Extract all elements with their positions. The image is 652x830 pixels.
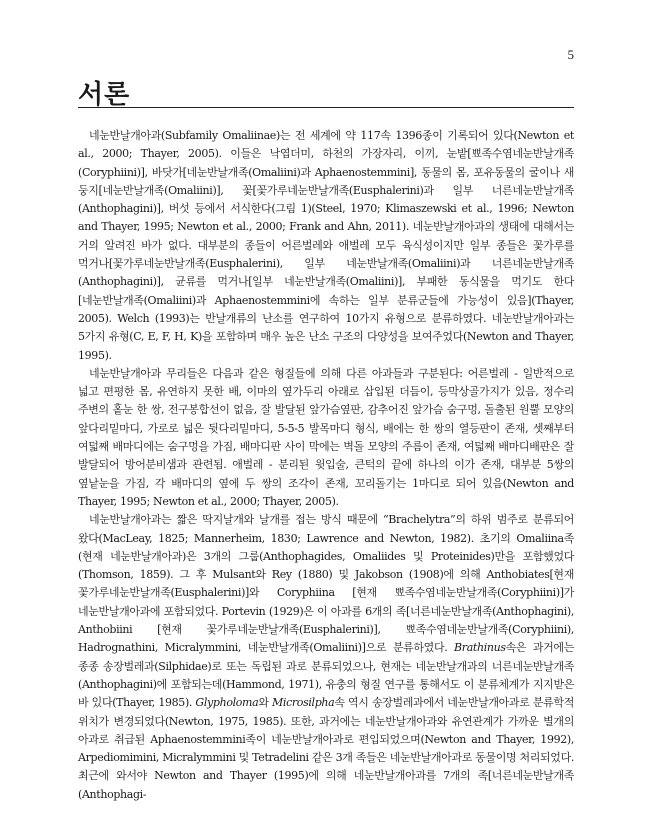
- title-rule: [78, 107, 574, 108]
- body-text: [78, 127, 574, 804]
- paragraph-characters: 네눈반날개아과 무리들은 다음과 같은 형질들에 의해 다른 아과들과 구분된다: 어른벌레 - 일반적으로 넓고 편평한 몸, 유연하지 못한 배, 이마의 옆가두리 아래로 삽입된 더듬이, 등막상골가지가 있음, 정수리 주변의 홑눈 한 쌍, 전구봉합선이 없음, 잘 발달된 앞가슴옆판, 감추어진 앞가슴 숨구멍, 돌출된 원뿔 모양의 앞다리밑마디, 가로로 넓은 뒷다리밑마디, 5-5-5 발목마디 형식, 배에는 한 쌍의 열등판이 존재, 셋째부터 여덟째 배마디에는 숨구멍을 가짐, 배마디판 사이 막에는 벽돌 모양의 주름이 존재, 여덟째 배마디배판은 잘 발달되어 방어분비샘과 관련됨. 애벌레 - 분리된 윗입술, 큰턱의 끝에 하나의 이가 존재, 대부분 5쌍의 옆낱눈을 가짐, 각 배마디의 옆에 두 쌍의 조각이 존재, 꼬리돌기는 1마디로 되어 있음(Newton and Thayer, 1995; Newton et al., 2000; Thayer, 2005).: [78, 366, 574, 508]
- page-number: 5: [567, 47, 574, 62]
- section-title: 서론: [78, 80, 131, 110]
- paragraph-habitat: 네눈반날개아과(Subfamily Omaliinae)는 전 세계에 약 117속 1396종이 기록되어 있다(Newton et al., 2000; Thayer, 2005). 이들은 낙엽더미, 하천의 가장자리, 이끼, 눈밭[뾰족수염네눈반날개족(Coryphiini)], 바닷가[네눈반날개족(Omaliini)과 Aphaenostemmini], 동물의 몸, 포유동물의 굴이나 새 둥지[네눈반날개족(Omaliini)], 꽃[꽃가루네눈반날개족(Eusphalerini)과 일부 너른네눈반날개족(Anthophagini)], 버섯 등에서 서식한다(그림 1)(Steel, 1970; Klimaszewski et al., 1996; Newton and Thayer, 1995; Newton et al., 2000; Frank and Ahn, 2011). 네눈반날개아과의 생태에 대해서는 거의 알려진 바가 없다. 대부분의 종들이 어른벌레와 애벌레 모두 육식성이지만 일부 종들은 꽃가루를 먹거나[꽃가루네눈반날개족(Eusphalerini), 일부 네눈반날개족(Omaliini)과 너른네눈반날개족(Anthophagini)], 균류를 먹거나[일부 네눈반날개족(Omaliini)], 부패한 동식물을 먹기도 한다[네눈반날개족(Omaliini)과 Aphaenostemmini에 속하는 일부 분류군들에 가능성이 있음](Thayer, 2005). Welch (1993)는 반날개류의 난소를 연구하여 10가지 유형으로 분류하였다. 네눈반날개아과는 5가지 유형(C, E, F, H, K)을 포함하며 매우 높은 난소 구조의 다양성을 보여주었다(Newton and Thayer, 1995).: [78, 129, 574, 362]
- paragraph-classification: 네눈반날개아과는 짧은 딱지날개와 날개를 접는 방식 때문에 “Brachelytra”의 하위 범주로 분류되어 왔다(MacLeay, 1825; Mannerheim, 1830; Lawrence and Newton, 1982). 초기의 Omaliina족(현재 네눈반날개아과)은 3개의 그룹(Anthophagides, Omaliides 및 Proteinides)만을 포함했었다(Thomson, 1859). 그 후 Mulsant와 Rey (1880) 및 Jakobson (1908)에 의해 Anthobiates[현재 꽃가루네눈반날개족(Eusphalerini)]와 Coryphiina [현재 뾰족수염네눈반날개족(Coryphiini)]가 네눈반날개아과에 포함되었다. Portevin (1929)은 이 아과를 6개의 족[너른네눈반날개족(Anthophagini), Anthobiini [현재 꽃가루네눈반날개족(Eusphalerini)], 뾰족수염네눈반날개족(Coryphiini), Hadrognathini, Micralymmini, 네눈반날개족(Omaliini)]으로 분류하였다. Brathinus속은 과거에는 종종 송장벌레과(Silphidae)로 또는 독립된 과로 분류되었으나, 현재는 네눈반날개과의 너른네눈반날개족(Anthophagini)에 포함되는데(Hammond, 1971), 유충의 형질 연구를 통해서도 이 분류체계가 지지받은 바 있다(Thayer, 1985). Glypholoma와 Microsilpha속 역시 송장벌레과에서 네눈반날개아과로 분류학적 위치가 변경되었다(Newton, 1975, 1985). 또한, 과거에는 네눈반날개아과와 유연관계가 가까운 별개의 아과로 취급된 Aphaenostemmini족이 네눈반날개아과로 편입되었으며(Newton and Thayer, 1992), Arpediomimini, Micralymmini 및 Tetradelini 같은 3개 족들은 네눈반날개아과로 동물이명 처리되었다. 최근에 와서야 Newton and Thayer (1995)에 의해 네눈반날개아과를 7개의 족[너른네눈반날개족(Anthophagi-: [78, 513, 574, 801]
